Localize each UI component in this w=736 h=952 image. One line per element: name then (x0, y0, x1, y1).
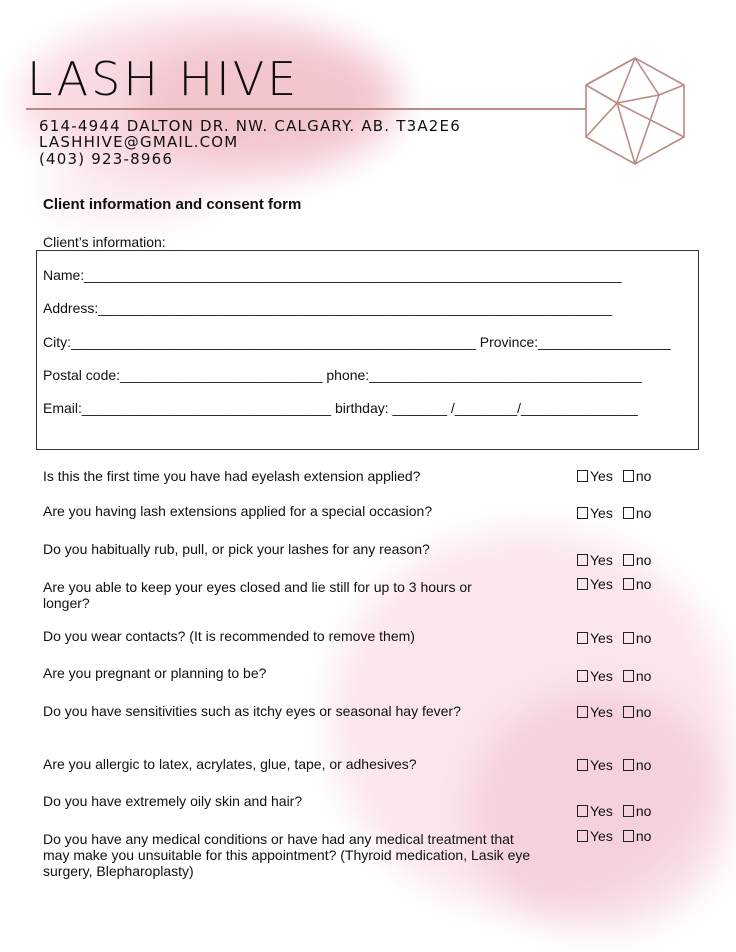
address-field[interactable]: Address:__________________________________________________________________ (43, 300, 613, 316)
question-text: Are you able to keep your eyes closed and lie still for up to 3 hours or longer? (43, 579, 472, 611)
yes-checkbox[interactable]: Yes (577, 757, 613, 773)
name-field[interactable]: Name:_____________________________________________________________________ (43, 267, 622, 283)
yes-no-options (577, 552, 651, 568)
checkbox-icon (577, 759, 588, 771)
checkbox-icon (577, 706, 588, 718)
yes-checkbox[interactable]: Yes (577, 552, 613, 568)
checkbox-icon (623, 554, 634, 566)
no-checkbox[interactable]: no (623, 668, 652, 684)
brand-name: LASH HIVE (27, 52, 300, 106)
geometric-hexagon-logo-icon (581, 55, 689, 167)
yes-no-options (577, 757, 651, 773)
checkbox-icon (623, 830, 634, 842)
business-phone: (403) 923-8966 (39, 150, 174, 168)
yes-checkbox[interactable]: Yes (577, 576, 613, 592)
checkbox-icon (577, 578, 588, 590)
header-rule (26, 108, 586, 110)
checkbox-icon (577, 632, 588, 644)
yes-no-options (577, 668, 651, 684)
no-checkbox[interactable]: no (623, 468, 652, 484)
yes-no-options (577, 704, 651, 720)
question-text: Are you having lash extensions applied for a special occasion? (43, 503, 433, 519)
city-province-field[interactable]: City:____________________________________________________ Province:_________________ (43, 334, 671, 350)
yes-checkbox[interactable]: Yes (577, 668, 613, 684)
yes-checkbox[interactable]: Yes (577, 505, 613, 521)
checkbox-icon (623, 470, 634, 482)
yes-checkbox[interactable]: Yes (577, 468, 613, 484)
watercolor-wash (40, 165, 210, 225)
business-address: 614-4944 DALTON DR. NW. CALGARY. AB. T3A2E6 (39, 117, 461, 135)
checkbox-icon (577, 670, 588, 682)
question-text: Do you habitually rub, pull, or pick your lashes for any reason? (43, 541, 430, 557)
no-checkbox[interactable]: no (623, 552, 652, 568)
yes-checkbox[interactable]: Yes (577, 828, 613, 844)
checkbox-icon (623, 578, 634, 590)
no-checkbox[interactable]: no (623, 576, 652, 592)
question-text: Do you have extremely oily skin and hair? (43, 793, 303, 809)
yes-no-options (577, 630, 651, 646)
checkbox-icon (577, 554, 588, 566)
postal-phone-field[interactable]: Postal code:__________________________ phone:___________________________________ (43, 367, 642, 383)
question-text: Are you pregnant or planning to be? (43, 665, 267, 681)
checkbox-icon (623, 706, 634, 718)
checkbox-icon (623, 759, 634, 771)
email-birthday-field[interactable]: Email:________________________________ birthday: _______ /________/_______________ (43, 400, 638, 416)
question-text: Is this the first time you have had eyelash extension applied? (43, 468, 421, 484)
no-checkbox[interactable]: no (623, 803, 652, 819)
checkbox-icon (623, 507, 634, 519)
no-checkbox[interactable]: no (623, 630, 652, 646)
checkbox-icon (577, 805, 588, 817)
yes-no-options (577, 803, 651, 819)
no-checkbox[interactable]: no (623, 757, 652, 773)
section-label: Client’s information: (43, 234, 166, 250)
yes-checkbox[interactable]: Yes (577, 803, 613, 819)
question-text: Are you allergic to latex, acrylates, glue, tape, or adhesives? (43, 756, 417, 772)
question-text: Do you wear contacts? (It is recommended to remove them) (43, 628, 415, 644)
yes-no-options (577, 828, 651, 844)
form-title: Client information and consent form (43, 196, 302, 213)
checkbox-icon (623, 805, 634, 817)
checkbox-icon (623, 670, 634, 682)
checkbox-icon (623, 632, 634, 644)
yes-no-options (577, 505, 651, 521)
business-email: LASHHIVE@GMAIL.COM (39, 133, 239, 151)
checkbox-icon (577, 830, 588, 842)
checkbox-icon (577, 470, 588, 482)
yes-no-options (577, 468, 651, 484)
no-checkbox[interactable]: no (623, 704, 652, 720)
no-checkbox[interactable]: no (623, 828, 652, 844)
yes-checkbox[interactable]: Yes (577, 630, 613, 646)
question-text: Do you have any medical conditions or have had any medical treatment that may make you unsuitable for this appointment? (Thyroid medication, Lasik eye surgery, Blepharoplasty) (43, 831, 531, 879)
yes-no-options (577, 576, 651, 592)
yes-checkbox[interactable]: Yes (577, 704, 613, 720)
no-checkbox[interactable]: no (623, 505, 652, 521)
question-text: Do you have sensitivities such as itchy eyes or seasonal hay fever? (43, 703, 461, 719)
checkbox-icon (577, 507, 588, 519)
